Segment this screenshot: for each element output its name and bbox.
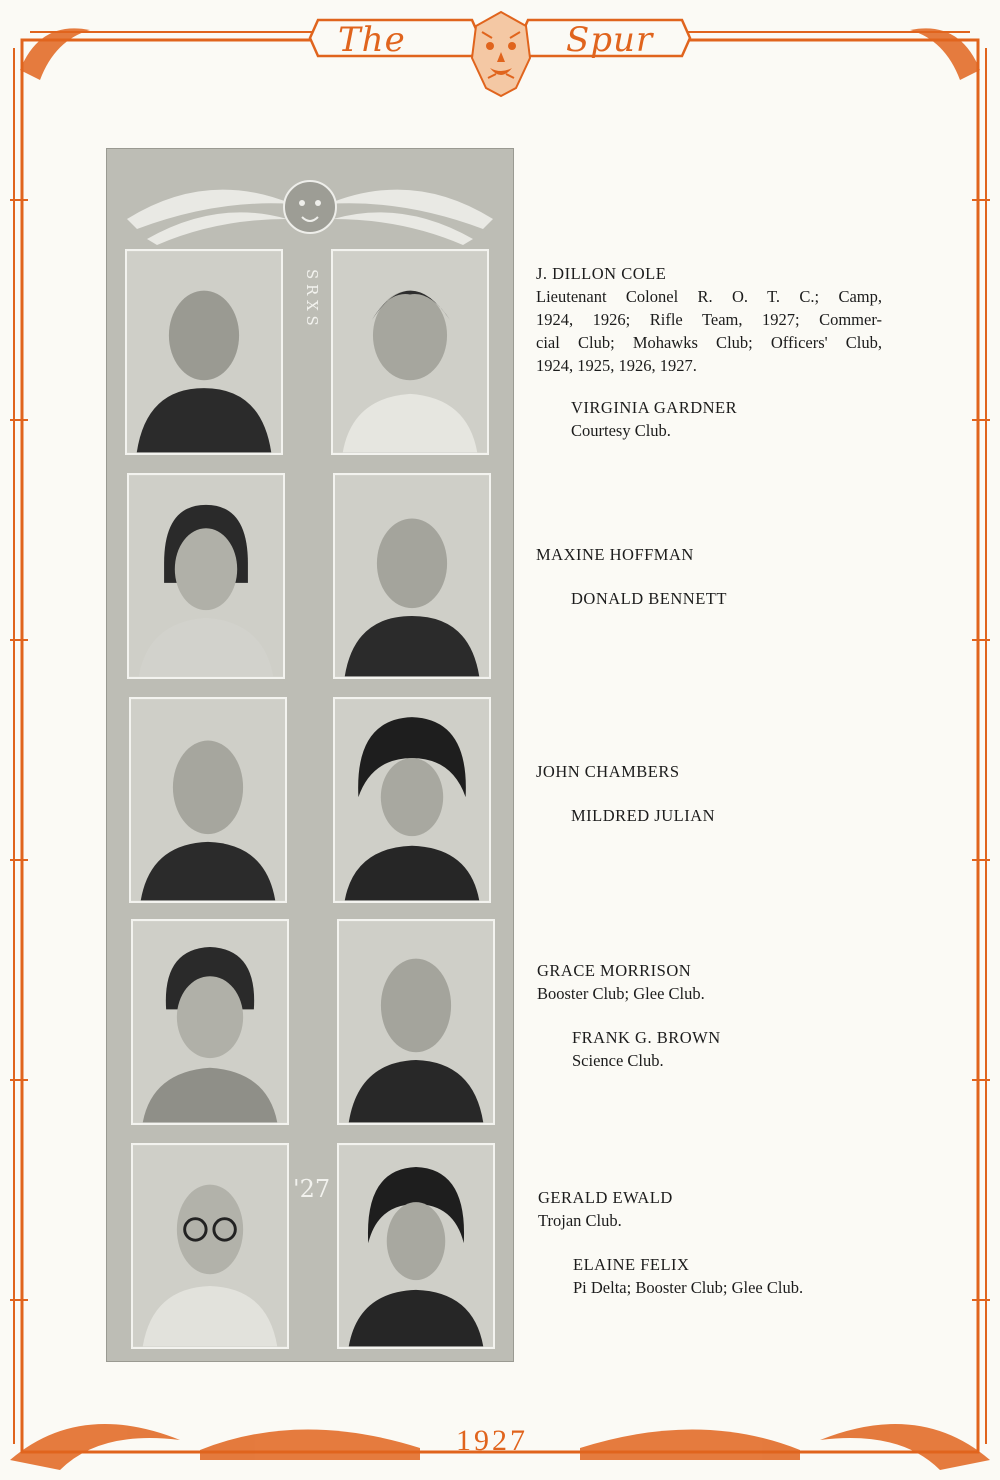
- portrait-photo: [333, 697, 491, 903]
- panel-side-text: S R X S: [303, 269, 321, 326]
- student-name: GRACE MORRISON: [537, 961, 692, 980]
- student-name: JOHN CHAMBERS: [536, 762, 680, 781]
- portrait-photo: [131, 1143, 289, 1349]
- student-name: GERALD EWALD: [538, 1188, 673, 1207]
- portrait-photo: [333, 473, 491, 679]
- portrait-photo: [127, 473, 285, 679]
- student-activities: Trojan Club.: [538, 1211, 622, 1230]
- student-activities: Pi Delta; Booster Club; Glee Club.: [573, 1278, 804, 1297]
- student-activities: Science Club.: [572, 1051, 664, 1070]
- student-activities: Courtesy Club.: [571, 421, 671, 440]
- student-activities: Lieutenant Colonel R. O. T. C.; Camp, 1924, 1926; Rifle Team, 1927; Commer- cial Club; Mohawks Club; Officers' Club, 1924, 1925, 1926, 1927.: [536, 287, 882, 375]
- footer-year: 1927: [456, 1424, 528, 1457]
- student-entry: [536, 262, 882, 377]
- student-name: MILDRED JULIAN: [571, 806, 716, 825]
- tiger-banner-icon: [117, 159, 503, 247]
- student-entry: [536, 543, 882, 566]
- student-entry: [537, 959, 883, 1005]
- student-entry: [536, 760, 882, 783]
- panel-year-mark: '27: [293, 1175, 331, 1203]
- student-entry: [571, 396, 891, 442]
- student-name: FRANK G. BROWN: [572, 1028, 721, 1047]
- tiger-head-icon: [468, 8, 534, 100]
- student-entry: [571, 804, 891, 827]
- student-entry: [572, 1026, 892, 1072]
- student-name: VIRGINIA GARDNER: [571, 398, 738, 417]
- portrait-photo: [337, 1143, 495, 1349]
- portrait-photo: [129, 697, 287, 903]
- student-entry: [571, 587, 891, 610]
- photo-panel: [106, 148, 514, 1362]
- student-activities: Booster Club; Glee Club.: [537, 984, 705, 1003]
- student-name: J. DILLON COLE: [536, 264, 667, 283]
- student-entry: [573, 1253, 903, 1299]
- student-name: DONALD BENNETT: [571, 589, 727, 608]
- portrait-photo: [125, 249, 283, 455]
- student-name: MAXINE HOFFMAN: [536, 545, 694, 564]
- student-name: ELAINE FELIX: [573, 1255, 690, 1274]
- header-title-right: Spur: [566, 20, 654, 60]
- header-title-left: The: [338, 20, 406, 60]
- student-entry: [538, 1186, 884, 1232]
- portrait-photo: [131, 919, 289, 1125]
- portrait-photo: [331, 249, 489, 455]
- portrait-photo: [337, 919, 495, 1125]
